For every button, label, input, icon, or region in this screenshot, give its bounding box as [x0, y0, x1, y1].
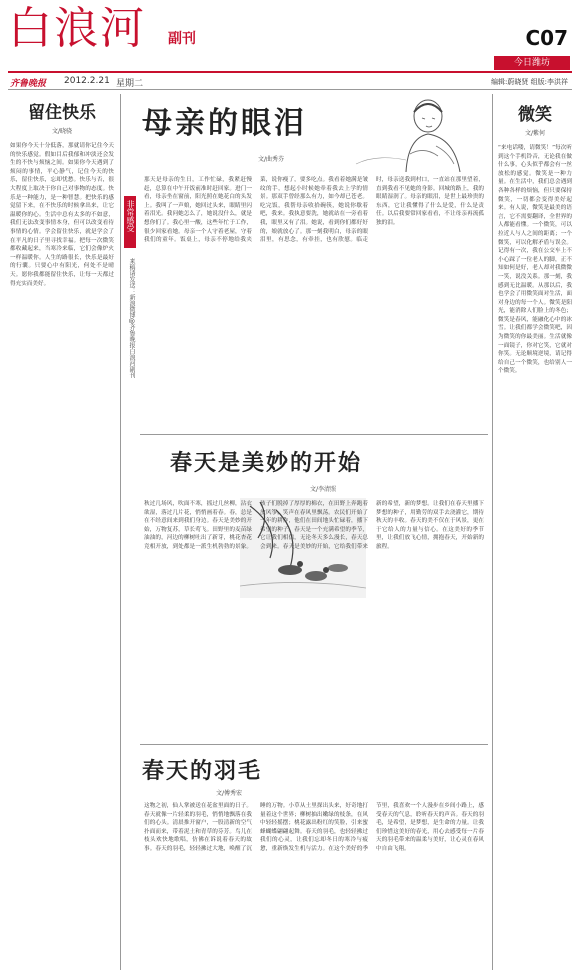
- article-body: “来电话喽，请微笑！”每次听到这个手机铃音，无论我在做什么事，心头似乎都会有一丝放松的感觉。微笑是一种力量。在生活中，我们总会遇到各种各样的烦恼，但只要保持微笑，一切都会变得美好起来。有人说，微笑是最美的语言，它不需要翻译，全世界的人都能看懂。一个微笑，可以拉近人与人之间的距离；一个微笑，可以化解矛盾与误会。记得有一次，我在公交车上不小心踩了一位老人的脚，正不知如何是好，老人却对我微微一笑，说没关系。那一刻，我感到无比温暖。从那以后，我也学会了用微笑面对生活，面对身边的每一个人。微笑是阳光，能消除人们脸上的冬色；微笑是春风，能融化心中的冰雪。让我们都学会微笑吧，因为微笑的你最美丽。生活就像一面镜子，你对它笑，它就对你笑。无论顺境逆境，请记得给自己一个微笑，也给别人一个微笑。: [498, 145, 572, 375]
- article-author: 文/曲秀芬: [258, 156, 285, 163]
- article-title: 春天是美妙的开始: [170, 450, 363, 476]
- article-title: 留住快乐: [28, 103, 96, 123]
- column-label-text: 非常感受: [126, 200, 135, 232]
- article-chuntian-yumao: [140, 748, 488, 972]
- section-rule: [140, 744, 488, 745]
- article-liuzhu-kuaile: [8, 94, 116, 970]
- masthead: [0, 0, 580, 88]
- masthead-subtitle: 副刊: [168, 31, 196, 47]
- column-divider: [492, 94, 493, 970]
- issue-date: 2012.2.21: [64, 76, 110, 86]
- article-author: 文/李清照: [310, 486, 337, 493]
- section-rule: [140, 434, 488, 435]
- article-title: 春天的羽毛: [142, 758, 263, 784]
- article-body: 秋过几场风，吹面不寒，摇过几丝柳，沾衣欲湿，落过几片花，悄悄画着春。春，总是在不经意间来到我们身边。春天是美妙的开始，万物复苏，草长莺飞。田野里的麦苗绿油油的，河边的柳树吐出了新芽，桃花杏花竞相开放，到处都是一派生机勃勃的景象。孩子们脱掉了厚厚的棉衣，在田野上奔跑着放风筝，笑声在春风里飘荡。农民们开始了一年的耕作，他们在田间地头忙碌着，播下希望的种子。春天是一个充满希望的季节，它让我们相信，无论冬天多么漫长，春天总会到来。春天是美妙的开始，它给我们带来新的希望，新的梦想。让我们在春天里播下梦想的种子，用勤劳的双手去浇灌它，期待秋天的丰收。春天的美不仅在于风景，更在于它给人的力量与信心。在这美好的季节里，让我们放飞心情，拥抱春天，开始新的旅程。: [144, 501, 484, 550]
- section-tab: 今日潍坊: [494, 56, 570, 70]
- issue-weekday: 星期二: [116, 79, 144, 89]
- masthead-bottom-rule: [8, 89, 572, 90]
- submission-note: 来稿请发送：新浪微博@齐鲁晚报白浪河副刊: [128, 258, 135, 378]
- masthead-rule: [8, 71, 572, 73]
- article-author: 文/晓骁: [51, 128, 73, 135]
- paper-name: 齐鲁晚报: [10, 79, 47, 89]
- article-author: 文/紫何: [524, 130, 546, 137]
- article-body: 如果你今天十分低落，那就请你记住今天的快乐感觉。假如目后我郁和冲淡还会发生的不快与烦恼之间。如果你今天遇到了烦闷的事情，平心静气，记住今天的快乐，留住快乐，忘却忧愁。快乐与否，很大程度上取决于你自己对事物的态度。快乐是一种能力，是一种智慧。把快乐的感觉留下来，在不快乐的时候拿出来，让它温暖你的心。生活中总有太多的不如意，我们无法改变事情本身，但可以改变看待事情的心情。学会留住快乐，就是学会了在平凡的日子里寻找幸福。把每一次微笑都收藏起来，当寒冷来临，它们会像炉火一样温暖你。人生的路很长，快乐是最好的行囊。只要心中有阳光，何处不是晴天。愿你我都能留住快乐，让每一天都过得充实而美好。: [10, 143, 114, 287]
- article-body: 那天是母亲的生日，工作忙碌，我紧赶慢赶，总算在中午开饭前准时赶回家。进门一看，母亲坐在窗前，阳光照在她花白的头发上。我叫了一声娘，她回过头来，眼睛里闪着泪光。我问她怎么了，她说没什么，就是想你们了。我心里一酸，这些年忙于工作，很少回家看她。母亲一个人守着老屋，守着我们的童年。饭桌上，母亲不停地给我夹菜，说你瘦了，要多吃点。我看着她满是皱纹的手，想起小时候她牵着我去上学的情景。那双手曾经那么有力，如今却已苍老。吃完饭，我帮母亲收拾碗筷，她说你歇着吧，我来。我执意要洗，她就站在一旁看着我，眼里又有了泪。她说，看到你们都好好的，娘就放心了。那一刻我明白，母亲的眼泪里，有思念，有牵挂，也有欣慰。临走时，母亲送我到村口，一直站在那里望着，直到我看不见她的身影。回城的路上，我的眼睛湿润了。母亲的眼泪，是世上最珍贵的东西，它让我懂得了什么是爱，什么是责任。以后我要常回家看看，不让母亲再流孤独的泪。: [144, 177, 484, 244]
- column-label: [124, 196, 136, 248]
- page-code: C07: [525, 26, 568, 50]
- masthead-title: 白浪河: [8, 3, 146, 54]
- article-chuntian-kaishi: [140, 440, 488, 740]
- article-title: 微笑: [518, 105, 552, 125]
- article-weixiao: [496, 94, 574, 970]
- mother-illustration: [336, 94, 486, 172]
- article-title: 母亲的眼泪: [142, 106, 307, 141]
- editors-line: 编辑:蔚晓贤 组版:李洪祥: [491, 78, 568, 86]
- article-body: 这物之初，仙人掌被送在花盆里面的日子。春天就像一片轻柔的羽毛，悄悄地飘落在我们的心头。清晨推开窗户，一股清新的空气扑面而来，带着泥土和青草的芬芳。鸟儿在枝头欢快地歌唱，仿佛在诉说着春天的故事。春天的羽毛，轻轻拂过大地，唤醒了沉睡的万物。小草从土里探出头来，好奇地打量着这个世界；柳树抽出嫩绿的枝条，在风中轻轻摇摆；桃花露出粉红的笑脸，引来蜜蜂蝴蝶翩翩起舞。春天的羽毛，也轻轻拂过我们的心灵，让我们忘却冬日的寒冷与疲惫，重新焕发生机与活力。在这个美好的季节里，我喜欢一个人漫步在乡间小路上，感受春天的气息，聆听春天的声音。春天的羽毛，是希望，是梦想，是生命的力量。让我们珍惜这美好的春光，用心去感受每一片春天的羽毛带来的温柔与美好，让心灵在春风中自由飞翔。: [144, 803, 484, 852]
- article-author: 文/傅秀宏: [216, 790, 243, 797]
- column-divider: [120, 94, 121, 970]
- article-muqin-yanlei: [140, 94, 488, 430]
